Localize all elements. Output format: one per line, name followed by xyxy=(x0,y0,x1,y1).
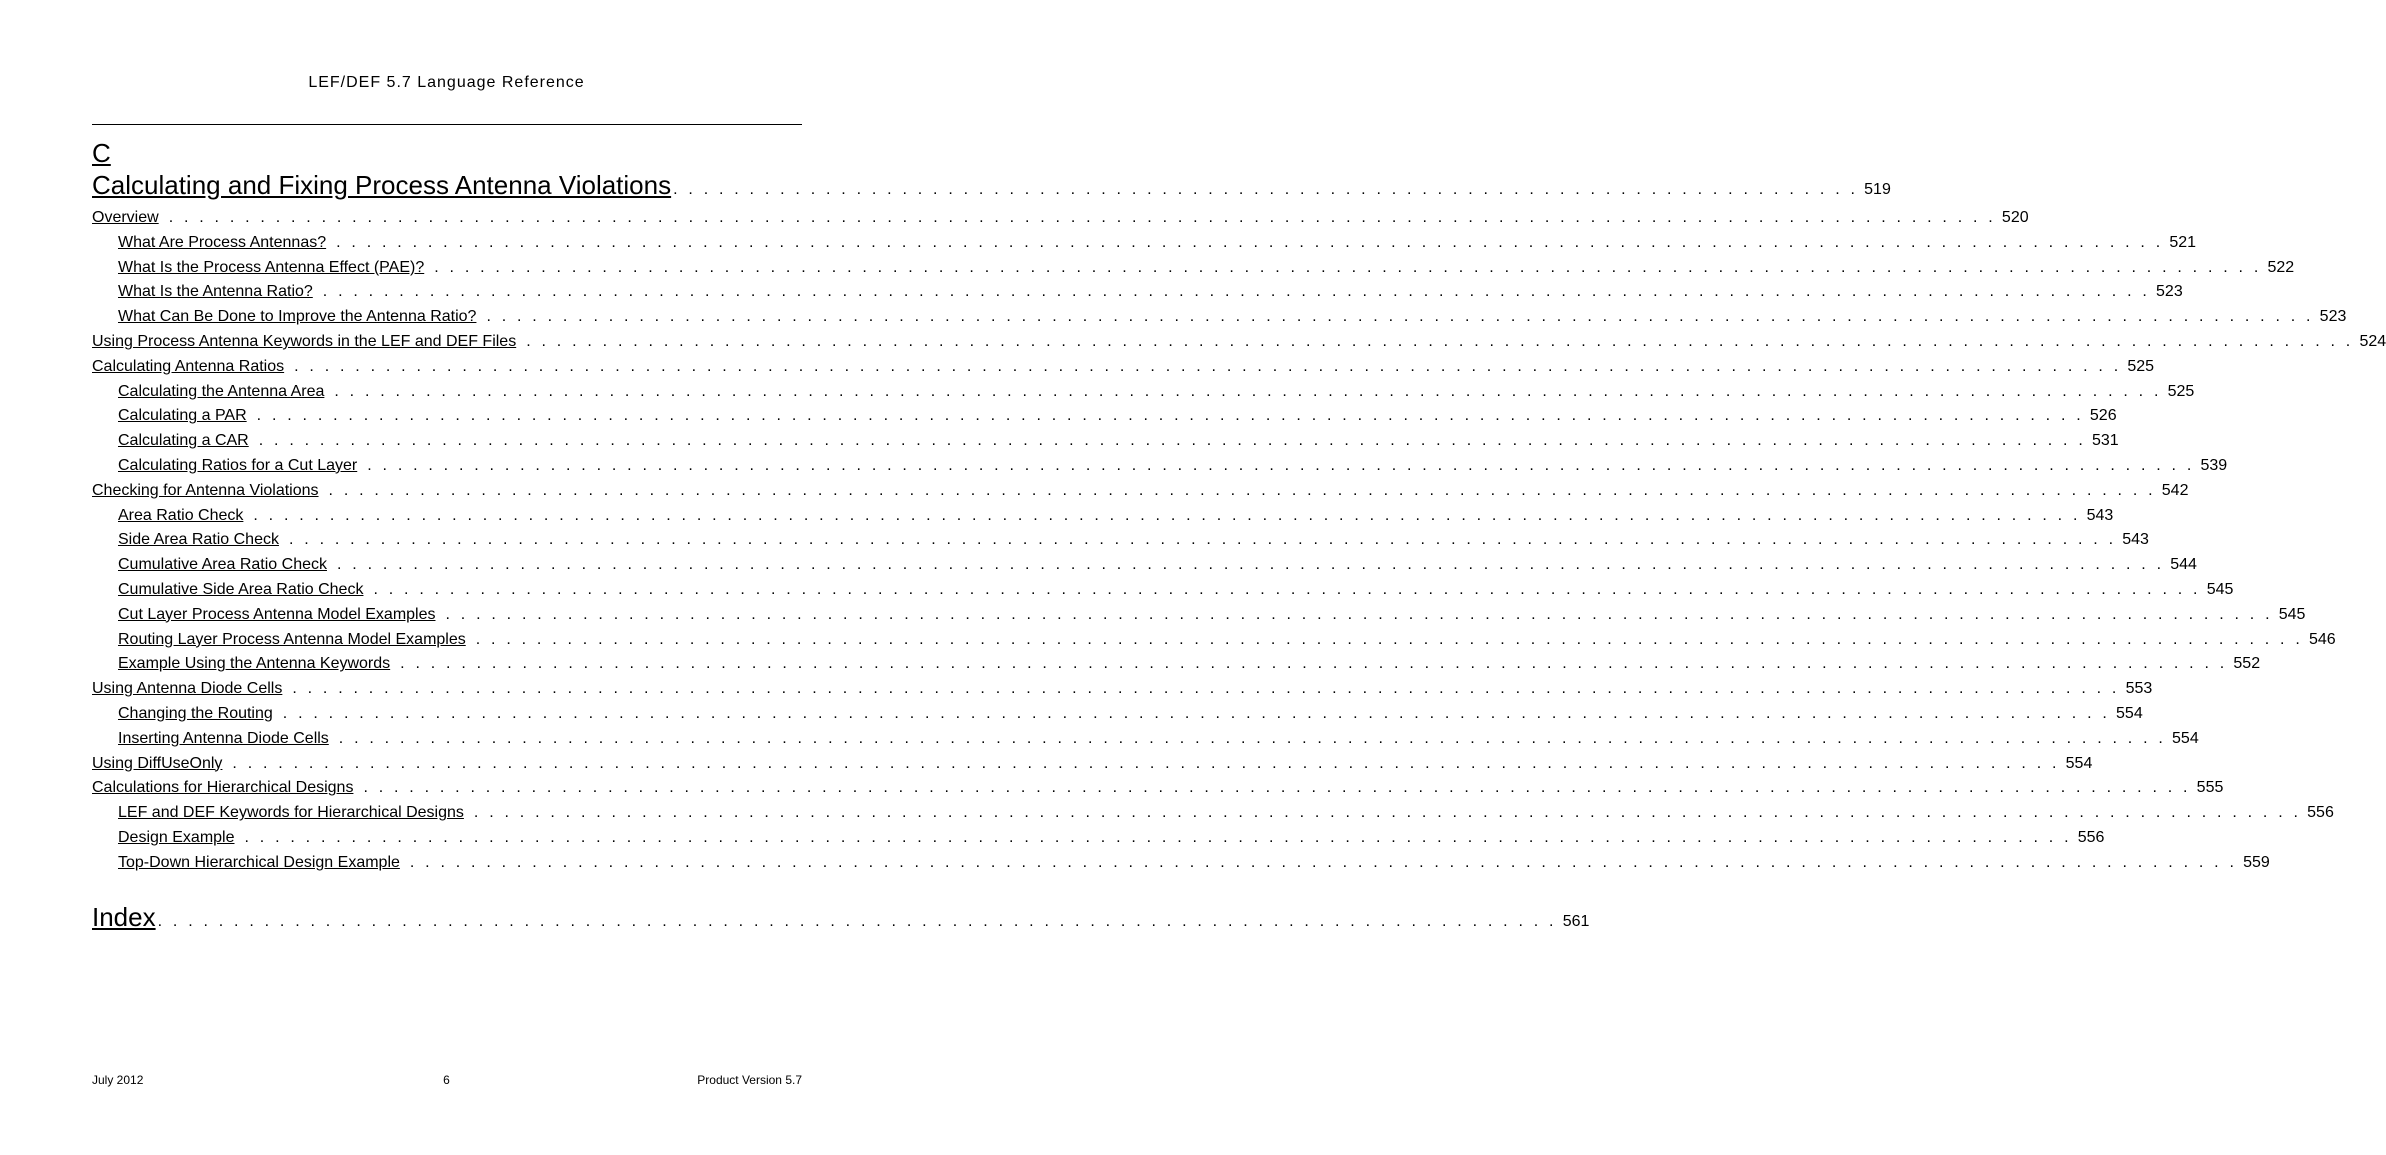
toc-entry-title-link[interactable]: Cumulative Area Ratio Check xyxy=(118,556,327,574)
toc-entry-page-number: 520 xyxy=(2001,209,2029,226)
toc-entry-title-link[interactable]: Calculating the Antenna Area xyxy=(118,382,325,400)
dot-leader: . . . . . . . . . . . . . . . . . . . . . . . . . . . . . . . . . . . . . . . . . . . . . . . . . . . . . . . . . . . . . . . . . . . . . . . . . . . . . . . . . . . . . . . . . . . . . . . . . . . . . . . . . . . . . . . . . . . . . . . . xyxy=(445,605,2273,623)
toc-subsection-entry[interactable] xyxy=(92,851,2270,876)
dot-leader: . . . . . . . . . . . . . . . . . . . . . . . . . . . . . . . . . . . . . . . . . . . . . . . . . . . . . . . . . . . . . . . . . . . . . . . . . . . . . . . . . . . . . . . . . . . . . . . . . . . . . . . . . . . . . . . . . . . . . . . . xyxy=(244,828,2072,846)
dot-leader: . . . . . . . . . . . . . . . . . . . . . . . . . . . . . . . . . . . . . . . . . . . . . . . . . . . . . . . . . . . . . . . . . . . . . . . . . . . . . . . . . . . . . . . . . . . . xyxy=(157,913,1557,930)
toc-entry-page-number: 546 xyxy=(2308,630,2336,648)
dot-leader: . . . . . . . . . . . . . . . . . . . . . . . . . . . . . . . . . . . . . . . . . . . . . . . . . . . . . . . . . . . . . . . . . . . . . . . . . . . . . . xyxy=(673,181,1859,198)
dot-leader: . . . . . . . . . . . . . . . . . . . . . . . . . . . . . . . . . . . . . . . . . . . . . . . . . . . . . . . . . . . . . . . . . . . . . . . . . . . . . . . . . . . . . . . . . . . . . . . . . . . . . . . . . . . . . . . . . . . . . . . . xyxy=(288,531,2117,549)
toc-entry-title-link[interactable]: Using Antenna Diode Cells xyxy=(92,680,283,698)
toc-subsection-entry[interactable] xyxy=(92,702,2143,727)
toc-entry-title-link[interactable]: What Is the Antenna Ratio? xyxy=(118,283,313,301)
dot-leader: . . . . . . . . . . . . . . . . . . . . . . . . . . . . . . . . . . . . . . . . . . . . . . . . . . . . . . . . . . . . . . . . . . . . . . . . . . . . . . . . . . . . . . . . . . . . . . . . . . . . . . . . . . . . . . . . . . . . . . . . xyxy=(486,308,2314,326)
toc-entry-page-number: 521 xyxy=(2169,233,2197,251)
dot-leader: . . . . . . . . . . . . . . . . . . . . . . . . . . . . . . . . . . . . . . . . . . . . . . . . . . . . . . . . . . . . . . . . . . . . . . . . . . . . . . . . . . . . . . . . . . . . . . . . . . . . . . . . . . . . . . . . . . . . . . . . xyxy=(294,357,2122,375)
footer-page-number: 6 xyxy=(443,1073,450,1087)
toc-subsection-entry[interactable] xyxy=(92,454,2228,479)
dot-leader: . . . . . . . . . . . . . . . . . . . . . . . . . . . . . . . . . . . . . . . . . . . . . . . . . . . . . . . . . . . . . . . . . . . . . . . . . . . . . . . . . . . . . . . . . . . . . . . . . . . . . . . . . . . . . . . . . . . . . . . . xyxy=(409,853,2238,871)
toc-subsection-entry[interactable] xyxy=(92,231,2197,256)
toc-index-entry[interactable] xyxy=(92,900,1590,934)
dot-leader: . . . . . . . . . . . . . . . . . . . . . . . . . . . . . . . . . . . . . . . . . . . . . . . . . . . . . . . . . . . . . . . . . . . . . . . . . . . . . . . . . . . . . . . . . . . . . . . . . . . . . . . . . . . . . . . . . . . . . . . . xyxy=(338,729,2167,747)
toc-section-entry[interactable] xyxy=(92,479,2189,504)
toc-entry-title-link[interactable]: Top-Down Hierarchical Design Example xyxy=(118,853,400,871)
toc-section-entry[interactable] xyxy=(92,776,2224,801)
dot-leader: . . . . . . . . . . . . . . . . . . . . . . . . . . . . . . . . . . . . . . . . . . . . . . . . . . . . . . . . . . . . . . . . . . . . . . . . . . . . . . . . . . . . . . . . . . . . . . . . . . . . . . . . . . . . . . . . . . . . . . . . xyxy=(334,382,2162,400)
toc-subsection-entry[interactable] xyxy=(92,429,2119,454)
toc-entry-title-link[interactable]: Routing Layer Process Antenna Model Examples xyxy=(118,630,466,648)
toc-entry-page-number: 525 xyxy=(2167,382,2195,400)
toc-subsection-entry[interactable] xyxy=(92,256,2295,281)
toc-entry-list xyxy=(92,206,2386,876)
toc-subsection-entry[interactable] xyxy=(92,826,2105,851)
dot-leader: . . . . . . . . . . . . . . . . . . . . . . . . . . . . . . . . . . . . . . . . . . . . . . . . . . . . . . . . . . . . . . . . . . . . . . . . . . . . . . . . . . . . . . . . . . . . . . . . . . . . . . . . . . . . . . . . . . . . . . . . xyxy=(232,754,2060,772)
toc-entry-page-number: 554 xyxy=(2065,754,2093,772)
toc-entry-title-link[interactable]: What Is the Process Antenna Effect (PAE)? xyxy=(118,258,425,276)
index-section xyxy=(92,900,1590,934)
toc-entry-page-number: 539 xyxy=(2200,456,2228,474)
toc-entry-page-number: 525 xyxy=(2127,357,2155,375)
toc-subsection-entry[interactable] xyxy=(92,528,2149,553)
toc-entry-page-number: 545 xyxy=(2206,580,2234,598)
dot-leader: . . . . . . . . . . . . . . . . . . . . . . . . . . . . . . . . . . . . . . . . . . . . . . . . . . . . . . . . . . . . . . . . . . . . . . . . . . . . . . . . . . . . . . . . . . . . . . . . . . . . . . . . . . . . . . . . . . . . . . . . xyxy=(400,655,2228,673)
toc-entry-title-link[interactable]: Side Area Ratio Check xyxy=(118,531,279,549)
toc-entry-title-link[interactable]: Example Using the Antenna Keywords xyxy=(118,655,391,673)
toc-section-entry[interactable] xyxy=(92,677,2153,702)
toc-entry-page-number: 543 xyxy=(2122,531,2149,549)
toc-entry-page-number: 522 xyxy=(2267,258,2295,276)
toc-subsection-entry[interactable] xyxy=(92,727,2199,752)
dot-leader: . . . . . . . . . . . . . . . . . . . . . . . . . . . . . . . . . . . . . . . . . . . . . . . . . . . . . . . . . . . . . . . . . . . . . . . . . . . . . . . . . . . . . . . . . . . . . . . . . . . . . . . . . . . . . . . . . . . . . . . . xyxy=(336,233,2164,251)
toc-entry-title-link[interactable]: Using DiffUseOnly xyxy=(92,754,223,772)
toc-entry-page-number: 555 xyxy=(2196,779,2224,797)
index-title-link[interactable]: Index xyxy=(92,902,156,932)
toc-entry-title-link[interactable]: Checking for Antenna Violations xyxy=(92,481,319,499)
toc-chapter-entry[interactable] xyxy=(92,168,1891,202)
toc-entry-page-number: 554 xyxy=(2116,704,2143,722)
table-of-contents xyxy=(92,168,2386,876)
chapter-page-number: 519 xyxy=(1864,181,1891,198)
footer-date: July 2012 xyxy=(92,1073,144,1087)
toc-entry-page-number: 523 xyxy=(2319,308,2347,326)
toc-entry-page-number: 543 xyxy=(2086,506,2114,524)
appendix-letter[interactable]: C xyxy=(92,138,111,168)
dot-leader: . . . . . . . . . . . . . . . . . . . . . . . . . . . . . . . . . . . . . . . . . . . . . . . . . . . . . . . . . . . . . . . . . . . . . . . . . . . . . . . . . . . . . . . . . . . . . . . . . . . . . . . . . . . . . . . . . . . . . . . . xyxy=(282,704,2111,722)
toc-section-entry[interactable] xyxy=(92,330,2386,355)
toc-entry-page-number: 559 xyxy=(2243,853,2270,871)
toc-entry-page-number: 545 xyxy=(2278,605,2306,623)
toc-entry-title-link[interactable]: What Can Be Done to Improve the Antenna Ratio? xyxy=(118,308,477,326)
toc-entry-page-number: 553 xyxy=(2125,680,2153,698)
toc-entry-page-number: 554 xyxy=(2172,729,2199,747)
footer-product-version: Product Version 5.7 xyxy=(697,1073,802,1087)
dot-leader: . . . . . . . . . . . . . . . . . . . . . . . . . . . . . . . . . . . . . . . . . . . . . . . . . . . . . . . . . . . . . . . . . . . . . . . . . . . . . . . . . . . . . . . . . . . . . . . . . . . . . . . . . . . . . . . . . . . . . . . . xyxy=(253,506,2081,524)
toc-subsection-entry[interactable] xyxy=(92,801,2334,826)
toc-subsection-entry[interactable] xyxy=(92,305,2347,330)
dot-leader: . . . . . . . . . . . . . . . . . . . . . . . . . . . . . . . . . . . . . . . . . . . . . . . . . . . . . . . . . . . . . . . . . . . . . . . . . . . . . . . . . . . . . . . . . . . . . . . . . . . . . . . . . . . . . . . . . . . . . . . . xyxy=(367,456,2195,474)
toc-entry-page-number: 556 xyxy=(2307,804,2334,822)
dot-leader: . . . . . . . . . . . . . . . . . . . . . . . . . . . . . . . . . . . . . . . . . . . . . . . . . . . . . . . . . . . . . . . . . . . . . . . . . . . . . . . . . . . . . . . . . . . . . . . . . . . . . . . . . . . . . . . . . . . . . . . . xyxy=(336,556,2165,574)
toc-entry-title-link[interactable]: Calculating a PAR xyxy=(118,407,247,425)
dot-leader: . . . . . . . . . . . . . . . . . . . . . . . . . . . . . . . . . . . . . . . . . . . . . . . . . . . . . . . . . . . . . . . . . . . . . . . . . . . . . . . . . . . . . . . . . . . . . . . . . . . . . . . . . . . . . . . . . . . . . . . . xyxy=(434,258,2262,276)
chapter-title-link[interactable]: Calculating and Fixing Process Antenna Violations xyxy=(92,170,672,200)
toc-subsection-entry[interactable] xyxy=(92,380,2195,405)
dot-leader: . . . . . . . . . . . . . . . . . . . . . . . . . . . . . . . . . . . . . . . . . . . . . . . . . . . . . . . . . . . . . . . . . . . . . . . . . . . . . . . . . . . . . . . . . . . . . . . . . . . . . . . . . . . . . . . . . . . . . . . . xyxy=(475,630,2303,648)
toc-subsection-entry[interactable] xyxy=(92,578,2234,603)
dot-leader: . . . . . . . . . . . . . . . . . . . . . . . . . . . . . . . . . . . . . . . . . . . . . . . . . . . . . . . . . . . . . . . . . . . . . . . . . . . . . . . . . . . . . . . . . . . . . . . . . . . . . . . . . . . . . . . . . . . . . . . . xyxy=(258,432,2086,450)
toc-entry-title-link[interactable]: Calculations for Hierarchical Designs xyxy=(92,779,354,797)
toc-entry-title-link[interactable]: Calculating Antenna Ratios xyxy=(92,357,285,375)
toc-entry-page-number: 526 xyxy=(2089,407,2117,425)
toc-entry-title-link[interactable]: LEF and DEF Keywords for Hierarchical Designs xyxy=(118,804,464,822)
toc-entry-title-link[interactable]: Cut Layer Process Antenna Model Examples xyxy=(118,605,436,623)
toc-subsection-entry[interactable] xyxy=(92,553,2197,578)
index-page-number: 561 xyxy=(1562,913,1590,930)
dot-leader: . . . . . . . . . . . . . . . . . . . . . . . . . . . . . . . . . . . . . . . . . . . . . . . . . . . . . . . . . . . . . . . . . . . . . . . . . . . . . . . . . . . . . . . . . . . . . . . . . . . . . . . . . . . . . . . . . . . . . . . . xyxy=(292,680,2120,698)
dot-leader: . . . . . . . . . . . . . . . . . . . . . . . . . . . . . . . . . . . . . . . . . . . . . . . . . . . . . . . . . . . . . . . . . . . . . . . . . . . . . . . . . . . . . . . . . . . . . . . . . . . . . . . . . . . . . . . . . . . . . . . . xyxy=(473,804,2302,822)
dot-leader: . . . . . . . . . . . . . . . . . . . . . . . . . . . . . . . . . . . . . . . . . . . . . . . . . . . . . . . . . . . . . . . . . . . . . . . . . . . . . . . . . . . . . . . . . . . . . . . . . . . . . . . . . . . . . . . . . . . . . . . . xyxy=(328,481,2156,499)
toc-subsection-entry[interactable] xyxy=(92,652,2261,677)
toc-entry-title-link[interactable]: Calculating a CAR xyxy=(118,432,249,450)
toc-entry-title-link[interactable]: Calculating Ratios for a Cut Layer xyxy=(118,456,358,474)
toc-entry-title-link[interactable]: Area Ratio Check xyxy=(118,506,244,524)
toc-subsection-entry[interactable] xyxy=(92,603,2306,628)
toc-entry-title-link[interactable]: Design Example xyxy=(118,828,235,846)
toc-entry-page-number: 544 xyxy=(2170,556,2197,574)
toc-entry-title-link[interactable]: Changing the Routing xyxy=(118,704,273,722)
header-rule xyxy=(92,124,802,125)
dot-leader: . . . . . . . . . . . . . . . . . . . . . . . . . . . . . . . . . . . . . . . . . . . . . . . . . . . . . . . . . . . . . . . . . . . . . . . . . . . . . . . . . . . . . . . . . . . . . . . . . . . . . . . . . . . . . . . . . . . . . . . . xyxy=(168,209,1996,226)
toc-subsection-entry[interactable] xyxy=(92,280,2183,305)
toc-section-entry[interactable] xyxy=(92,752,2093,777)
toc-entry-page-number: 531 xyxy=(2091,432,2119,450)
toc-subsection-entry[interactable] xyxy=(92,404,2117,429)
toc-entry-title-link[interactable]: Using Process Antenna Keywords in the LEF and DEF Files xyxy=(92,332,517,350)
toc-subsection-entry[interactable] xyxy=(92,504,2114,529)
toc-entry-title-link[interactable]: Inserting Antenna Diode Cells xyxy=(118,729,329,747)
toc-entry-page-number: 542 xyxy=(2161,481,2189,499)
toc-entry-title-link[interactable]: Cumulative Side Area Ratio Check xyxy=(118,580,364,598)
toc-entry-page-number: 524 xyxy=(2359,332,2386,350)
dot-leader: . . . . . . . . . . . . . . . . . . . . . . . . . . . . . . . . . . . . . . . . . . . . . . . . . . . . . . . . . . . . . . . . . . . . . . . . . . . . . . . . . . . . . . . . . . . . . . . . . . . . . . . . . . . . . . . . . . . . . . . . xyxy=(363,779,2191,797)
dot-leader: . . . . . . . . . . . . . . . . . . . . . . . . . . . . . . . . . . . . . . . . . . . . . . . . . . . . . . . . . . . . . . . . . . . . . . . . . . . . . . . . . . . . . . . . . . . . . . . . . . . . . . . . . . . . . . . . . . . . . . . . xyxy=(373,580,2201,598)
toc-entry-page-number: 556 xyxy=(2077,828,2105,846)
dot-leader: . . . . . . . . . . . . . . . . . . . . . . . . . . . . . . . . . . . . . . . . . . . . . . . . . . . . . . . . . . . . . . . . . . . . . . . . . . . . . . . . . . . . . . . . . . . . . . . . . . . . . . . . . . . . . . . . . . . . . . . . xyxy=(322,283,2151,301)
toc-section-entry[interactable] xyxy=(92,355,2155,380)
toc-entry-title-link[interactable]: What Are Process Antennas? xyxy=(118,233,327,251)
running-header: LEF/DEF 5.7 Language Reference xyxy=(308,74,585,91)
toc-entry-page-number: 552 xyxy=(2233,655,2261,673)
dot-leader: . . . . . . . . . . . . . . . . . . . . . . . . . . . . . . . . . . . . . . . . . . . . . . . . . . . . . . . . . . . . . . . . . . . . . . . . . . . . . . . . . . . . . . . . . . . . . . . . . . . . . . . . . . . . . . . . . . . . . . . . xyxy=(526,332,2354,350)
dot-leader: . . . . . . . . . . . . . . . . . . . . . . . . . . . . . . . . . . . . . . . . . . . . . . . . . . . . . . . . . . . . . . . . . . . . . . . . . . . . . . . . . . . . . . . . . . . . . . . . . . . . . . . . . . . . . . . . . . . . . . . . xyxy=(256,407,2084,425)
toc-subsection-entry[interactable] xyxy=(92,628,2336,653)
toc-entry-page-number: 523 xyxy=(2156,283,2183,301)
toc-entry-title-link[interactable]: Overview xyxy=(92,209,159,226)
toc-section-entry[interactable] xyxy=(92,206,2029,231)
